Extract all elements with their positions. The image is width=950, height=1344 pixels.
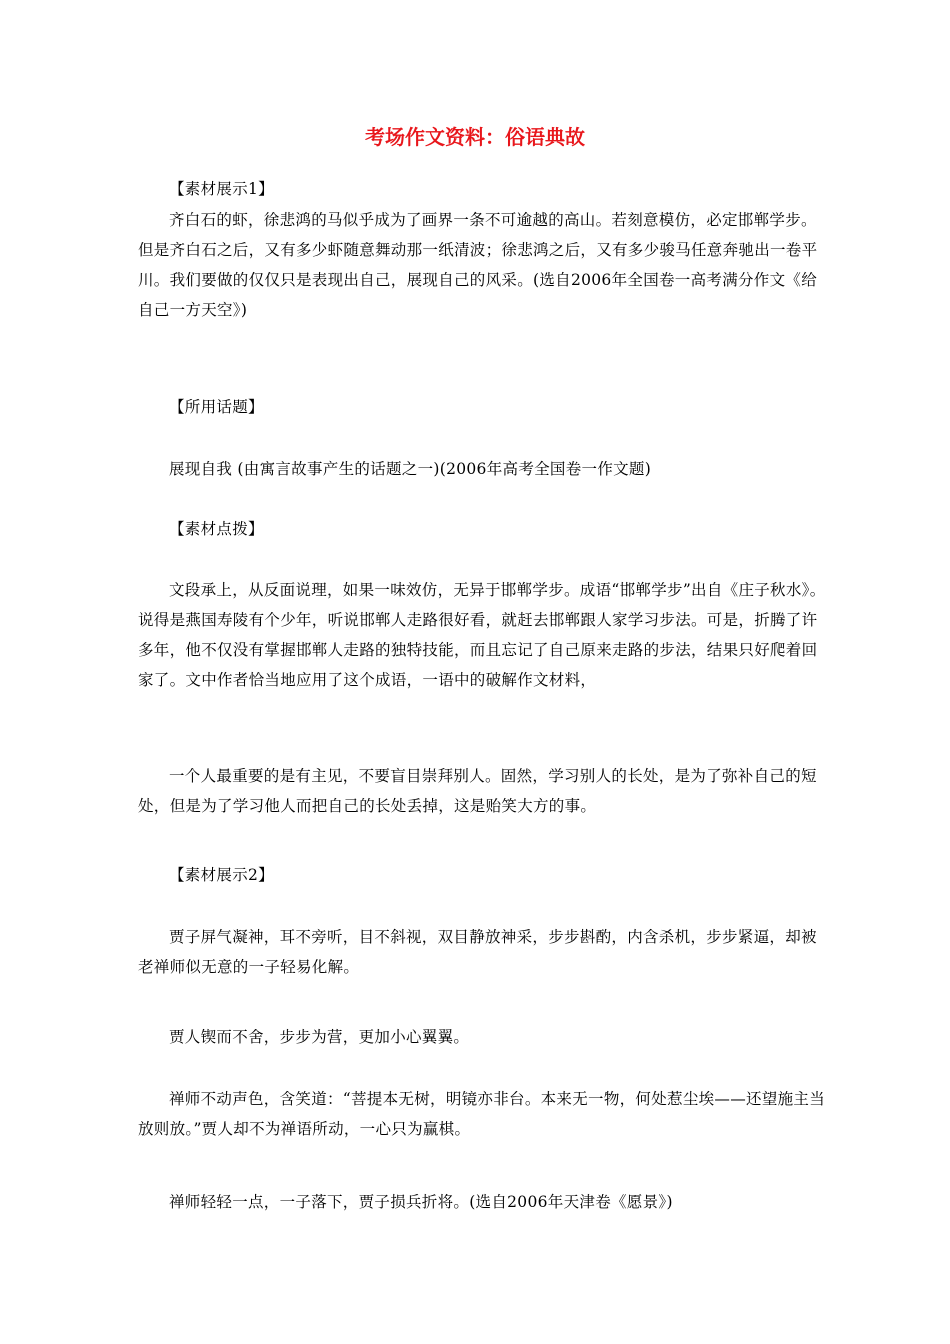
paragraph-topic: 展现自我 (由寓言故事产生的话题之一)(2006年高考全国卷一作文题) [169, 460, 652, 478]
paragraph-material-2b: 贾人锲而不舍，步步为营，更加小心翼翼。 [169, 1028, 470, 1046]
section-heading-analysis: 【素材点拨】 [169, 520, 264, 538]
document-title: 考场作文资料：俗语典故 [365, 125, 585, 149]
section-heading-material-1: 【素材展示1】 [169, 180, 274, 198]
paragraph-material-2d: 禅师轻轻一点，一子落下，贾子损兵折将。(选自2006年天津卷《愿景》) [169, 1193, 673, 1211]
paragraph-analysis-1: 文段承上，从反面说理，如果一味效仿，无异于邯郸学步。成语“邯郸学步”出自《庄子秋水》。说得是燕国寿陵有个少年，听说邯郸人走路很好看，就赶去邯郸跟人家学习步法。可是，折腾了许多年，他不仅没有掌握邯郸人走路的独特技能，而且忘记了自己原来走路的步法，结果只好爬着回家了。文中作者恰当地应用了这个成语，一语中的破解作文材料， [138, 581, 826, 689]
paragraph-material-2a: 贾子屏气凝神，耳不旁听，目不斜视，双目静放神采，步步斟酌，内含杀机，步步紧逼，却被老禅师似无意的一子轻易化解。 [138, 928, 817, 976]
paragraph-material-1: 齐白石的虾，徐悲鸿的马似乎成为了画界一条不可逾越的高山。若刻意模仿，必定邯郸学步。但是齐白石之后，又有多少虾随意舞动那一纸清波；徐悲鸿之后，又有多少骏马任意奔驰出一卷平川。我们要做的仅仅只是表现出自己，展现自己的风采。(选自2006年全国卷一高考满分作文《给自己一方天空》) [138, 211, 818, 319]
paragraph-material-2c: 禅师不动声色，含笑道：“菩提本无树，明镜亦非台。本来无一物，何处惹尘埃——还望施主当放则放。”贾人却不为禅语所动，一心只为赢棋。 [138, 1090, 826, 1138]
section-heading-topic: 【所用话题】 [169, 398, 264, 416]
section-heading-material-2: 【素材展示2】 [169, 866, 274, 884]
paragraph-analysis-2: 一个人最重要的是有主见，不要盲目崇拜别人。固然，学习别人的长处，是为了弥补自己的短处，但是为了学习他人而把自己的长处丢掉，这是贻笑大方的事。 [138, 767, 817, 815]
